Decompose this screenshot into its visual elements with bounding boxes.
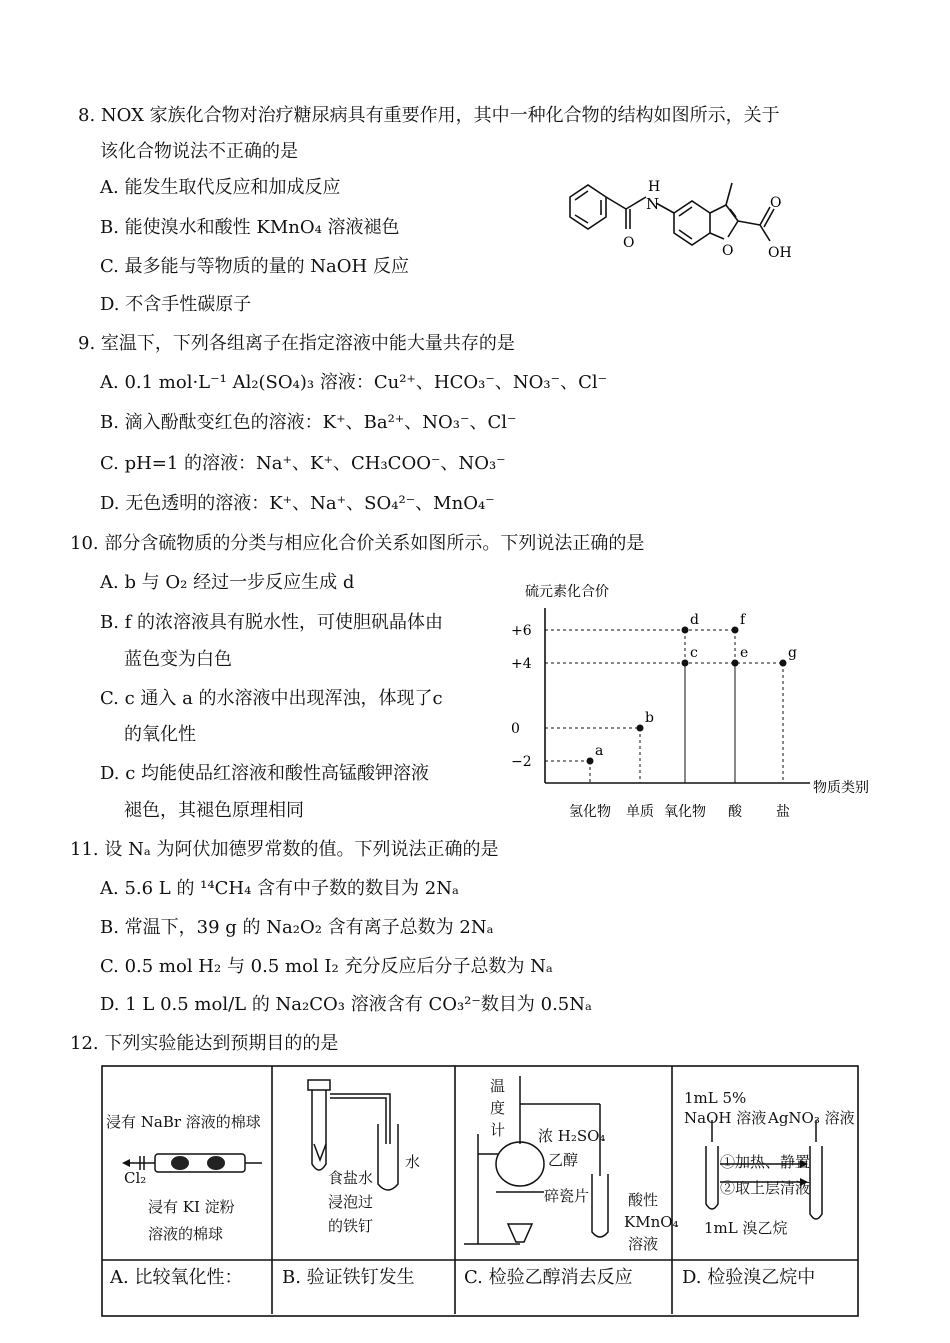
cell-c-thermo-2: 度 bbox=[490, 1099, 506, 1117]
cell-d-step-2: ②取上层清液 bbox=[720, 1179, 811, 1197]
q11-option-d: D. 1 L 0.5 mol/L 的 Na₂CO₃ 溶液含有 CO₃²⁻数目为 0.5Nₐ bbox=[100, 994, 592, 1015]
q8-stem-line2: 该化合物说法不正确的是 bbox=[100, 141, 298, 162]
cell-d-caption: D. 检验溴乙烷中 bbox=[682, 1267, 816, 1288]
sulfur-valence-chart bbox=[505, 578, 869, 828]
cell-b-nail-2: 浸泡过 bbox=[328, 1193, 374, 1211]
cell-a-top-label: 浸有 NaBr 溶液的棉球 bbox=[106, 1113, 261, 1131]
q11-stem: 11. 设 Nₐ 为阿伏加德罗常数的值。下列说法正确的是 bbox=[70, 839, 499, 860]
cell-b-water-label: 水 bbox=[405, 1153, 421, 1171]
chart-title: 硫元素化合价 bbox=[525, 584, 609, 600]
q8-option-b: B. 能使溴水和酸性 KMnO₄ 溶液褪色 bbox=[100, 217, 400, 238]
cell-c-ethanol-label: 乙醇 bbox=[548, 1151, 579, 1169]
chart-y-tick: +4 bbox=[511, 656, 532, 672]
chart-point-label: d bbox=[690, 612, 699, 628]
chart-x-tick: 氧化物 bbox=[664, 804, 706, 820]
q9-option-b: B. 滴入酚酞变红色的溶液：K⁺、Ba²⁺、NO₃⁻、Cl⁻ bbox=[100, 412, 517, 433]
cell-c-kmno4-3: 溶液 bbox=[628, 1235, 659, 1253]
chart-x-tick: 酸 bbox=[728, 804, 742, 820]
q10-option-a: A. b 与 O₂ 经过一步反应生成 d bbox=[100, 572, 355, 593]
chart-y-tick: −2 bbox=[511, 754, 532, 770]
cell-d-step-1: ①加热、静置 bbox=[720, 1153, 811, 1171]
chart-point-label: e bbox=[740, 645, 749, 661]
chart-point-label: b bbox=[645, 710, 654, 726]
q10-option-b-cont: 蓝色变为白色 bbox=[124, 649, 232, 670]
structure-n-label: N bbox=[646, 195, 660, 213]
chart-point-f bbox=[732, 627, 739, 634]
cell-b-nail-3: 的铁钉 bbox=[328, 1217, 374, 1235]
q10-option-d: D. c 均能使品红溶液和酸性高锰酸钾溶液 bbox=[100, 763, 430, 784]
q12-stem: 12. 下列实验能达到预期目的的是 bbox=[70, 1033, 339, 1054]
chart-y-tick: 0 bbox=[511, 721, 520, 737]
q11-option-c: C. 0.5 mol H₂ 与 0.5 mol I₂ 充分反应后分子总数为 Nₐ bbox=[100, 956, 553, 977]
chart-x-tick: 氢化物 bbox=[569, 804, 611, 820]
q10-option-d-cont: 褪色，其褪色原理相同 bbox=[124, 800, 304, 821]
chart-xlabel: 物质类别 bbox=[813, 780, 869, 796]
q8-option-c: C. 最多能与等物质的量的 NaOH 反应 bbox=[100, 256, 409, 277]
cell-c-caption: C. 检验乙醇消去反应 bbox=[464, 1267, 633, 1288]
cell-a-bottom-1: 浸有 KI 淀粉 bbox=[148, 1198, 235, 1216]
q11-option-a: A. 5.6 L 的 ¹⁴CH₄ 含有中子数的数目为 2Nₐ bbox=[100, 878, 459, 899]
q9-option-a: A. 0.1 mol·L⁻¹ Al₂(SO₄)₃ 溶液：Cu²⁺、HCO₃⁻、NO₃⁻、Cl⁻ bbox=[100, 372, 608, 393]
chart-x-tick: 单质 bbox=[626, 804, 654, 820]
cell-b-caption: B. 验证铁钉发生 bbox=[282, 1267, 415, 1288]
cell-a-gas-label: Cl₂ bbox=[124, 1169, 147, 1187]
cell-d-bottom-label: 1mL 溴乙烷 bbox=[704, 1219, 788, 1237]
cell-d-naoh-label: NaOH 溶液 bbox=[684, 1109, 767, 1127]
structure-h-label: H bbox=[648, 179, 661, 195]
q8-option-a: A. 能发生取代反应和加成反应 bbox=[100, 177, 341, 198]
q10-option-c: C. c 通入 a 的水溶液中出现浑浊，体现了c bbox=[100, 688, 443, 709]
cell-c-acid-label: 浓 H₂SO₄ bbox=[538, 1127, 606, 1145]
chart-point-label: g bbox=[788, 645, 797, 661]
cell-c-chips-label: 碎瓷片 bbox=[544, 1187, 590, 1205]
chart-y-tick: +6 bbox=[511, 623, 532, 639]
structure-oh-label: OH bbox=[768, 245, 792, 261]
q10-option-b: B. f 的浓溶液具有脱水性，可使胆矾晶体由 bbox=[100, 612, 444, 633]
chart-x-tick: 盐 bbox=[776, 804, 790, 820]
q9-option-c: C. pH=1 的溶液：Na⁺、K⁺、CH₃COO⁻、NO₃⁻ bbox=[100, 453, 506, 474]
q10-stem: 10. 部分含硫物质的分类与相应化合价关系如图所示。下列说法正确的是 bbox=[70, 533, 645, 554]
chart-point-g bbox=[780, 660, 787, 667]
q10-option-c-cont: 的氧化性 bbox=[124, 724, 196, 745]
q9-stem: 9. 室温下，下列各组离子在指定溶液中能大量共存的是 bbox=[78, 333, 515, 354]
structure-o-keto-label: O bbox=[623, 235, 635, 251]
q8-option-d: D. 不含手性碳原子 bbox=[100, 294, 252, 315]
cell-c-kmno4-1: 酸性 bbox=[628, 1191, 659, 1209]
structure-o-acid-label: O bbox=[770, 195, 782, 211]
q8-molecule-structure bbox=[560, 165, 810, 270]
cell-a-caption: A. 比较氧化性： bbox=[110, 1267, 243, 1288]
cell-c-thermo-1: 温 bbox=[490, 1077, 506, 1095]
chart-point-b bbox=[637, 725, 644, 732]
chart-point-label: f bbox=[740, 612, 746, 628]
q8-stem-line1: 8. NOX 家族化合物对治疗糖尿病具有重要作用，其中一种化合物的结构如图所示，关于 bbox=[78, 105, 780, 126]
cell-c-thermo-3: 计 bbox=[490, 1121, 506, 1139]
q9-option-d: D. 无色透明的溶液：K⁺、Na⁺、SO₄²⁻、MnO₄⁻ bbox=[100, 493, 495, 514]
cell-b-nail-1: 食盐水 bbox=[328, 1169, 374, 1187]
cell-a-bottom-2: 溶液的棉球 bbox=[148, 1225, 224, 1243]
structure-o-ring-label: O bbox=[722, 243, 734, 259]
cell-d-agno3-label: AgNO₃ 溶液 bbox=[768, 1109, 855, 1127]
chart-point-a bbox=[587, 758, 594, 765]
chart-point-label: a bbox=[595, 743, 604, 759]
cell-d-top-1: 1mL 5% bbox=[684, 1089, 747, 1107]
chart-point-label: c bbox=[690, 645, 698, 661]
q11-option-b: B. 常温下，39 g 的 Na₂O₂ 含有离子总数为 2Nₐ bbox=[100, 917, 494, 938]
cell-c-kmno4-2: KMnO₄ bbox=[624, 1213, 679, 1231]
